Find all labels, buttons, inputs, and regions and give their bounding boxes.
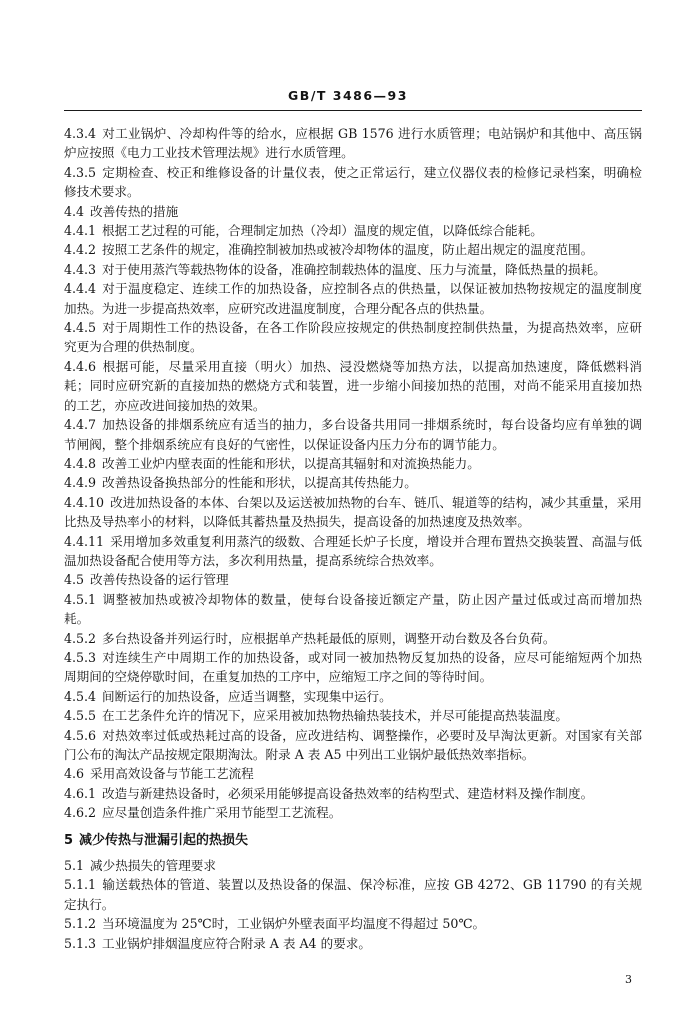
clause-number: 4.5.2	[64, 630, 97, 646]
clause-text: 按照工艺条件的规定，准确控制被加热或被冷却物体的温度，防止超出规定的温度范围。	[102, 242, 594, 258]
clause-text: 改造与新建热设备时，必须采用能够提高设备热效率的结构型式、建造材料及操作制度。	[102, 785, 594, 801]
clause-number: 4.6.1	[64, 785, 97, 801]
clause-paragraph	[64, 706, 642, 725]
clause-text: 根据可能，尽量采用直接（明火）加热、浸没燃烧等加热方法，以提高加热速度，降低燃料消耗；同时应研究新的直接加热的燃烧方式和装置，进一步缩小间接加热的范围，对尚不能采用直接加热的工艺，亦应改进间接加热的效果。	[64, 358, 642, 413]
clause-paragraph	[64, 803, 642, 822]
clause-text: 采用增加多效重复利用蒸汽的级数、合理延长炉子长度，增设并合理布置热交换装置、高温与低温加热设备配合使用等方法，多次利用热量，提高系统综合热效率。	[64, 533, 642, 568]
clause-text: 多台热设备并列运行时，应根据单产热耗最低的原则，调整开动台数及各台负荷。	[102, 630, 556, 646]
clause-text: 当环境温度为 25℃时，工业锅炉外壁表面平均温度不得超过 50℃。	[102, 916, 486, 932]
clause-text: 改善传热的措施	[90, 203, 179, 219]
page-number: 3	[625, 973, 632, 986]
clause-number: 4.4.11	[64, 533, 105, 549]
clause-paragraph	[64, 260, 642, 279]
clause-number: 4.6.2	[64, 805, 97, 821]
clause-paragraph	[64, 202, 642, 221]
clause-number: 4.5.1	[64, 591, 97, 607]
clause-text: 采用高效设备与节能工艺流程	[90, 766, 254, 782]
clause-paragraph	[64, 570, 642, 589]
clause-text: 在工艺条件允许的情况下，应采用被加热物热输热装技术，并尽可能提高热装温度。	[102, 708, 569, 724]
clause-text: 输送载热体的管道、装置以及热设备的保温、保冷标准，应按 GB 4272、GB 11790 的有关规定执行。	[64, 877, 642, 912]
clause-number: 4.5.5	[64, 708, 97, 724]
clause-number: 5.1.1	[64, 877, 97, 893]
clause-text: 间断运行的加热设备，应适当调整，实现集中运行。	[102, 688, 392, 704]
clause-text: 对于周期性工作的热设备，在各工作阶段应按规定的供热制度控制供热量，为提高热效率，应研究更为合理的供热制度。	[64, 320, 642, 355]
clause-number: 4.4.8	[64, 455, 97, 471]
standard-code-header: GB/T 3486—93	[288, 88, 408, 103]
clause-paragraph	[64, 357, 642, 415]
clause-number: 4.3.5	[64, 164, 97, 180]
clause-paragraph	[64, 875, 642, 914]
clause-text: 应尽量创造条件推广采用节能型工艺流程。	[102, 805, 342, 821]
clause-number: 5.1.3	[64, 935, 97, 951]
clause-paragraph	[64, 856, 642, 875]
clause-paragraph	[64, 318, 642, 357]
clause-text: 对于使用蒸汽等载热物体的设备，准确控制载热体的温度、压力与流量，降低热量的损耗。	[102, 261, 606, 277]
clause-number: 4.6	[64, 766, 85, 782]
clause-paragraph	[64, 124, 642, 163]
clause-text: 对于温度稳定、连续工作的加热设备，应控制各点的供热量，以保证被加热物按规定的温度制度加热。为进一步提高热效率，应研究改进温度制度，合理分配各点的供热量。	[64, 281, 642, 316]
clause-number: 4.5	[64, 572, 85, 588]
clause-text: 改进加热设备的本体、台架以及运送被加热物的台车、链爪、辊道等的结构，减少其重量，采用比热及导热率小的材料，以降低其蓄热量及热损失，提高设备的加热速度及热效率。	[64, 494, 642, 530]
clause-number: 4.4.6	[64, 358, 97, 374]
clause-paragraph	[64, 473, 642, 492]
clause-list	[64, 124, 642, 823]
clause-paragraph	[64, 726, 642, 765]
clause-text: 加热设备的排烟系统应有适当的抽力，多台设备共用同一排烟系统时，每台设备均应有单独的调节闸阀，整个排烟系统应有良好的气密性，以保证设备内压力分布的调节能力。	[64, 417, 642, 452]
clause-text: 改善热设备换热部分的性能和形状，以提高其传热能力。	[102, 475, 417, 491]
clause-number: 4.4.7	[64, 417, 97, 433]
clause-number: 4.5.4	[64, 688, 97, 704]
clause-paragraph	[64, 163, 642, 202]
clause-text: 减少热损失的管理要求	[90, 858, 216, 874]
clause-number: 4.4.5	[64, 320, 97, 336]
clause-list	[64, 856, 642, 953]
clause-text: 定期检查、校正和维修设备的计量仪表，使之正常运行，建立仪器仪表的检修记录档案，明确检修技术要求。	[64, 164, 642, 200]
clause-text: 根据工艺过程的可能，合理制定加热（冷却）温度的规定值，以降低综合能耗。	[102, 223, 543, 239]
document-body	[64, 124, 642, 953]
clause-number: 4.4.3	[64, 261, 97, 277]
clause-number: 5.1.2	[64, 916, 97, 932]
clause-paragraph	[64, 454, 642, 473]
chapter-title: 减少传热与泄漏引起的热损失	[79, 832, 249, 848]
clause-number: 4.4.1	[64, 223, 97, 239]
clause-number: 4.5.6	[64, 727, 97, 743]
clause-paragraph	[64, 764, 642, 783]
header-rule	[64, 110, 642, 111]
clause-text: 对连续生产中周期工作的加热设备，或对同一被加热物反复加热的设备，应尽可能缩短两个加热周期间的空烧停歇时间，在重复加热的工序中，应缩短工序之间的等待时间。	[64, 649, 642, 685]
clause-paragraph	[64, 687, 642, 706]
clause-paragraph	[64, 493, 642, 532]
chapter-number: 5	[64, 832, 74, 848]
clause-number: 4.4.9	[64, 475, 97, 491]
clause-paragraph	[64, 240, 642, 259]
clause-paragraph	[64, 784, 642, 803]
clause-text: 调整被加热或被冷却物体的数量，使每台设备接近额定产量，防止因产量过低或过高而增加热耗。	[64, 591, 642, 627]
clause-paragraph	[64, 914, 642, 933]
clause-number: 4.3.4	[64, 126, 97, 141]
clause-paragraph	[64, 629, 642, 648]
clause-paragraph	[64, 279, 642, 318]
clause-number: 4.4	[64, 203, 85, 219]
clause-text: 改善传热设备的运行管理	[90, 572, 229, 588]
clause-number: 4.4.2	[64, 242, 97, 258]
clause-text: 工业锅炉排烟温度应符合附录 A 表 A4 的要求。	[102, 935, 371, 951]
clause-number: 4.4.10	[64, 494, 105, 510]
clause-text: 改善工业炉内壁表面的性能和形状，以提高其辐射和对流换热能力。	[102, 455, 480, 471]
chapter-heading	[64, 831, 642, 850]
clause-paragraph	[64, 590, 642, 629]
clause-paragraph	[64, 221, 642, 240]
clause-text: 对工业锅炉、冷却构件等的给水，应根据 GB 1576 进行水质管理；电站锅炉和其他中、高压锅炉应按照《电力工业技术管理法规》进行水质管理。	[64, 126, 642, 161]
clause-paragraph	[64, 934, 642, 953]
clause-paragraph	[64, 415, 642, 454]
clause-number: 4.4.4	[64, 281, 97, 297]
clause-paragraph	[64, 648, 642, 687]
clause-number: 5.1	[64, 858, 85, 874]
clause-text: 对热效率过低或热耗过高的设备，应改进结构、调整操作，必要时及早淘汰更新。对国家有关部门公布的淘汰产品按规定限期淘汰。附录 A 表 A5 中列出工业锅炉最低热效率指标。	[64, 727, 642, 762]
clause-number: 4.5.3	[64, 649, 97, 665]
clause-paragraph	[64, 532, 642, 571]
